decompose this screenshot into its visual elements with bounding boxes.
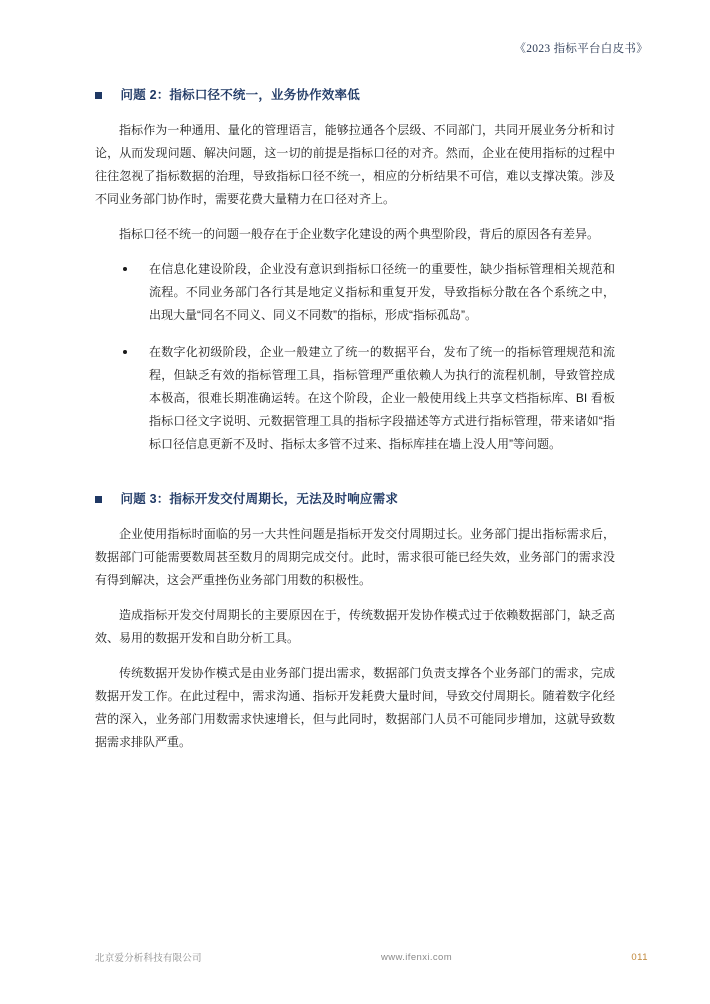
list-item-text: 在数字化初级阶段，企业一般建立了统一的数据平台，发布了统一的指标管理规范和流程，但缺乏有效的指标管理工具，指标管理严重依赖人为执行的流程机制，导致管控成本极高，很难长期准确运转。在这个阶段，企业一般使用线上共享文档指标库、BI 看板指标口径文字说明、元数据管理工具的指标字段描述等方式进行指标管理，带来诸如“指标口径信息更新不及时、指标太多管不过来、指标库挂在墙上没人用”等问题。 (149, 345, 615, 452)
page-header: 《2023 指标平台白皮书》 (514, 43, 648, 55)
page-footer (95, 950, 648, 964)
section-spacer (95, 470, 615, 484)
section-heading-problem-2 (95, 86, 615, 105)
list-item (95, 258, 615, 327)
paragraph: 传统数据开发协作模式是由业务部门提出需求，数据部门负责支撑各个业务部门的需求，完成数据开发工作。在此过程中，需求沟通、指标开发耗费大量时间，导致交付周期长。随着数字化经营的深入，业务部门用数需求快速增长，但与此同时，数据部门人员不可能同步增加，这就导致数据需求排队严重。 (95, 666, 615, 750)
paragraph: 指标作为一种通用、量化的管理语言，能够拉通各个层级、不同部门，共同开展业务分析和讨论，从而发现问题、解决问题，这一切的前提是指标口径的对齐。然而，企业在使用指标的过程中往往忽视了指标数据的治理，导致指标口径不统一，相应的分析结果不可信，难以支撑决策。涉及不同业务部门协作时，需要花费大量精力在口径对齐上。 (95, 122, 615, 206)
square-bullet-icon (95, 92, 102, 99)
footer-website: www.ifenxi.com (380, 951, 453, 963)
document-content (95, 80, 615, 770)
sub-bullet-list (95, 258, 615, 456)
paragraph: 企业使用指标时面临的另一大共性问题是指标开发交付周期过长。业务部门提出指标需求后，数据部门可能需要数周甚至数月的周期完成交付。此时，需求很可能已经失效，业务部门的需求没有得到解决，这会严重挫伤业务部门用数的积极性。 (95, 526, 615, 587)
section-heading-problem-3 (95, 490, 615, 509)
footer-company: 北京爱分析科技有限公司 (95, 953, 202, 964)
section-title: 问题 3：指标开发交付周期长，无法及时响应需求 (120, 492, 399, 507)
list-item-text: 在信息化建设阶段，企业没有意识到指标口径统一的重要性，缺少指标管理相关规范和流程。不同业务部门各行其是地定义指标和重复开发，导致指标分散在各个系统之中，出现大量“同名不同义、同义不同数”的指标，形成“指标孤岛”。 (149, 261, 615, 322)
list-item (95, 341, 615, 456)
dot-bullet-icon (123, 267, 127, 271)
paragraph: 造成指标开发交付周期长的主要原因在于，传统数据开发协作模式过于依赖数据部门，缺乏高效、易用的数据开发和自助分析工具。 (95, 608, 615, 646)
square-bullet-icon (95, 496, 102, 503)
page-number: 011 (631, 951, 648, 963)
section-title: 问题 2：指标口径不统一，业务协作效率低 (120, 88, 360, 102)
dot-bullet-icon (123, 350, 127, 354)
paragraph: 指标口径不统一的问题一般存在于企业数字化建设的两个典型阶段，背后的原因各有差异。 (119, 226, 600, 241)
